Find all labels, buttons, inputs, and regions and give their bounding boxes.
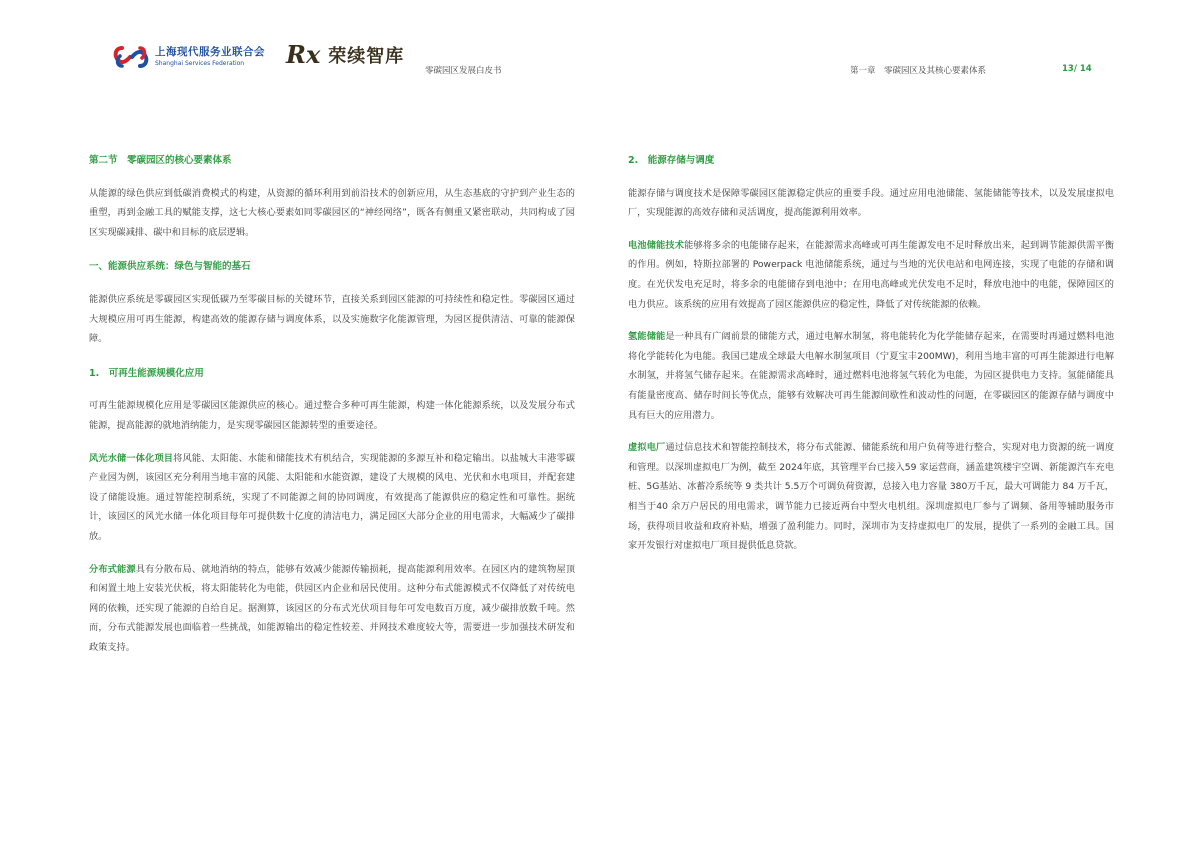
storage-paragraph: 能源存储与调度技术是保障零碳园区能源稳定供应的重要手段。通过应用电池储能、氢能储能等技术，以及发展虚拟电厂，实现能源的高效存储和灵活调度，提高能源利用效率。 (628, 187, 1114, 219)
federation-name-cn: 上海现代服务业联合会 (155, 46, 265, 59)
renewables-paragraph: 可再生能源规模化应用是零碳园区能源供应的核心。通过整合多种可再生能源，构建一体化能源系统，以及发展分布式能源，提高能源的就地消纳能力，是实现零碳园区能源转型的重要途径。 (89, 400, 575, 431)
left-column (89, 151, 575, 657)
subsection-title-renewables: 1. 可再生能源规模化应用 (89, 367, 204, 379)
keyword-battery-storage: 电池储能技术 (628, 239, 685, 251)
chapter-title: 第一章 零碳园区及其核心要素体系 (850, 66, 987, 76)
wind-solar-hydro-storage-text: 将风能、太阳能、水能和储能技术有机结合，实现能源的多源互补和稳定输出。以盐城大丰港零碳产业园为例，该园区充分利用当地丰富的风能、太阳能和水能资源，建设了大规模的风电、光伏和水电项目，并配套建设了储能设施。通过智能控制系统，实现了不同能源之间的协同调度，有效提高了能源供应的稳定性和可靠性。据统计，该园区的风光水储一体化项目每年可提供数十亿度的清洁电力，满足园区大部分企业的用电需求，大幅减少了碳排放。 (89, 452, 576, 542)
section-title: 第二节 零碳园区的核心要素体系 (89, 155, 232, 166)
subsection-title-energy-supply: 一、能源供应系统：绿色与智能的基石 (89, 261, 251, 273)
page-number: 13/ 14 (1062, 64, 1092, 74)
federation-logo-icon (113, 44, 149, 70)
rx-mark-text: Rx (286, 40, 321, 69)
think-tank-name: 荣续智库 (328, 46, 405, 67)
distributed-energy-paragraph (89, 560, 575, 658)
battery-storage-paragraph (628, 236, 1114, 314)
federation-name-en: Shanghai Services Federation (155, 59, 245, 67)
keyword-wind-solar-hydro-storage: 风光水储一体化项目 (89, 452, 174, 464)
intro-paragraph: 从能源的绿色供应到低碳消费模式的构建，从资源的循环利用到前沿技术的创新应用，从生态基底的守护到产业生态的重塑，再到金融工具的赋能支撑，这七大核心要素如同零碳园区的“神经网络”，既各有侧重又紧密联动，共同构成了园区实现碳减排、碳中和目标的底层逻辑。 (89, 187, 575, 238)
think-tank-logo (286, 42, 404, 68)
document-title: 零碳园区发展白皮书 (425, 66, 502, 76)
distributed-energy-text: 具有分散布局、就地消纳的特点，能够有效减少能源传输损耗，提高能源利用效率。在园区内的建筑物屋顶和闲置土地上安装光伏板，将太阳能转化为电能，供园区内企业和居民使用。这种分布式能源模式不仅降低了对传统电网的依赖，还实现了能源的自给自足。据测算，该园区的分布式光伏项目每年可发电数百万度，减少碳排放数千吨。然而，分布式能源发展也面临着一些挑战，如能源输出的稳定性较差、并网技术难度较大等，需要进一步加强技术研发和政策支持。 (89, 563, 576, 653)
wind-solar-hydro-storage-paragraph (89, 449, 575, 547)
keyword-hydrogen-storage: 氢能储能 (628, 331, 666, 343)
rx-logo-icon (286, 40, 321, 69)
keyword-distributed-energy: 分布式能源 (89, 563, 136, 575)
energy-supply-paragraph: 能源供应系统是零碳园区实现低碳乃至零碳目标的关键环节，直接关系到园区能源的可持续性和稳定性。零碳园区通过大规模应用可再生能源，构建高效的能源存储与调度体系，以及实施数字化能源管理，为园区提供清洁、可靠的能源保障。 (89, 293, 575, 345)
page-header (0, 0, 1200, 100)
hydrogen-storage-paragraph (628, 327, 1114, 425)
battery-storage-text: 能够将多余的电能储存起来，在能源需求高峰或可再生能源发电不足时释放出来，起到调节能源供需平衡的作用。例如，特斯拉部署的 Powerpack 电池储能系统，通过与当地的光伏电站和电网连接，实现了电能的存储和调度。在光伏发电充足时，将多余的电能储存到电池中；在用电高峰或光伏发电不足时，释放电池中的电能，保障园区的电力供应。该系统的应用有效提高了园区能源供应的稳定性，降低了对传统能源的依赖。 (628, 239, 1115, 310)
right-column (628, 151, 1114, 556)
virtual-power-plant-paragraph (628, 438, 1114, 556)
hydrogen-storage-text: 是一种具有广阔前景的储能方式，通过电解水制氢，将电能转化为化学能储存起来，在需要时再通过燃料电池将化学能转化为电能。我国已建成全球最大电解水制氢项目（宁夏宝丰200MW)，利用当地丰富的可再生能源进行电解水制氢，并将氢气储存起来。在能源需求高峰时，通过燃料电池将氢气转化为电能，为园区提供电力支持。氢能储能具有能量密度高、储存时间长等优点，能够有效解决可再生能源间歇性和波动性的问题，在零碳园区的能源存储与调度中具有巨大的应用潜力。 (628, 331, 1115, 421)
federation-logo (113, 44, 265, 70)
keyword-virtual-power-plant: 虚拟电厂 (628, 442, 666, 454)
virtual-power-plant-text: 通过信息技术和智能控制技术，将分布式能源、储能系统和用户负荷等进行整合，实现对电力资源的统一调度和管理。以深圳虚拟电厂为例，截至 2024年底，其管理平台已接入59 家运营商，涵盖建筑楼宇空调、新能源汽车充电桩、5G基站、冰蓄冷系统等 9 类共计 5.5万个可调负荷资源，总接入电力容量 380万千瓦，最大可调能力 84 万千瓦，相当于40 余万户居民的用电需求，调节能力已接近两台中型火电机组。深圳虚拟电厂参与了调频、备用等辅助服务市场，获得项目收益和政府补贴，增强了盈利能力。同时，深圳市为支持虚拟电厂的发展，提供了一系列的金融工具。国家开发银行对虚拟电厂项目提供低息贷款。 (628, 442, 1115, 552)
subsection-title-storage: 2. 能源存储与调度 (628, 155, 715, 166)
